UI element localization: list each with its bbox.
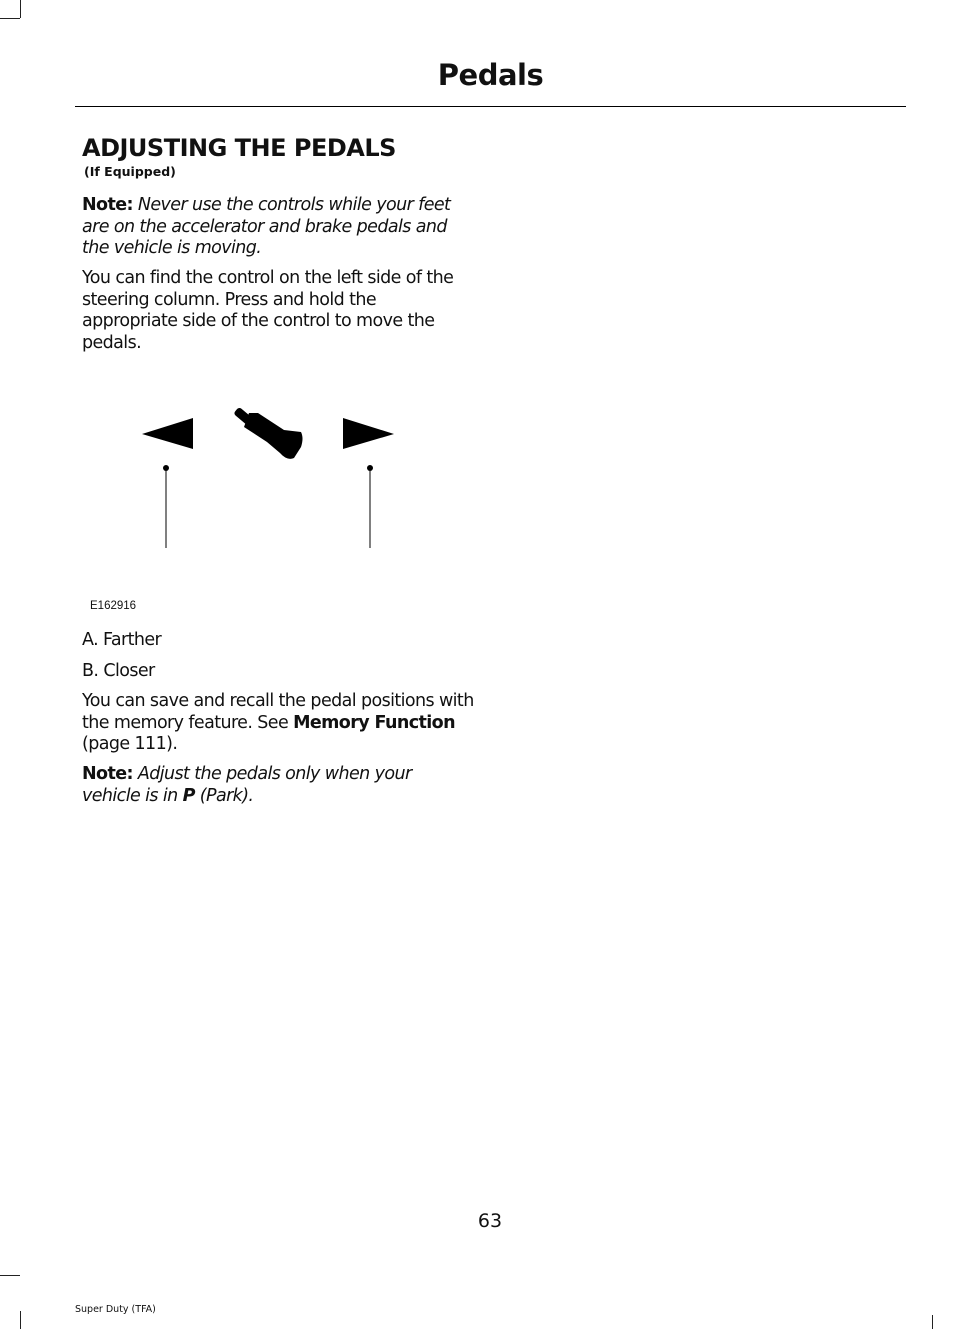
crop-mark [0, 18, 20, 19]
section-title: ADJUSTING THE PEDALS [82, 134, 396, 162]
page-header: Pedals [437, 58, 544, 92]
footer-text: Super Duty (TFA) [75, 1304, 156, 1315]
figure-id: E162916 [90, 600, 137, 612]
arrow-right-icon [343, 418, 394, 449]
callout-line-b [367, 465, 373, 548]
crop-mark [20, 1311, 21, 1329]
park-label: P [182, 785, 195, 806]
paragraph-text: You can save and recall the pedal positions with the memory feature. See [82, 691, 474, 733]
pedal-control-figure [82, 390, 474, 590]
paragraph [82, 268, 474, 354]
section-subtitle: (If Equipped) [84, 164, 176, 179]
note-label: Note: [82, 195, 133, 215]
foot-pedal-icon [233, 407, 302, 459]
list-item [82, 661, 474, 683]
note-text: Adjust the pedals only when your vehicle is in [82, 764, 412, 806]
note-text: Never use the controls while your feet are on the accelerator and brake pedals and the vehicle is moving. [82, 195, 451, 258]
arrow-left-icon [142, 418, 193, 449]
callout-line-a [163, 465, 169, 548]
page-reference: (page 111). [82, 734, 178, 754]
item-a: A. Farther [82, 630, 162, 650]
header-rule [75, 106, 906, 107]
page-number: 63 [477, 1210, 503, 1232]
memory-function-link[interactable]: Memory Function [293, 712, 455, 733]
crop-mark [20, 0, 21, 18]
list-item [82, 630, 474, 652]
paragraph [82, 691, 474, 756]
note-text-end: (Park). [194, 785, 254, 806]
crop-mark [0, 1275, 20, 1276]
crop-mark [932, 1315, 933, 1329]
note-block [82, 764, 474, 807]
note-block [82, 195, 474, 260]
note-label: Note: [82, 764, 133, 784]
item-b: B. Closer [82, 661, 155, 681]
paragraph-text: You can find the control on the left side of the steering column. Press and hold the appropriate side of the control to move the pedals. [82, 268, 454, 353]
